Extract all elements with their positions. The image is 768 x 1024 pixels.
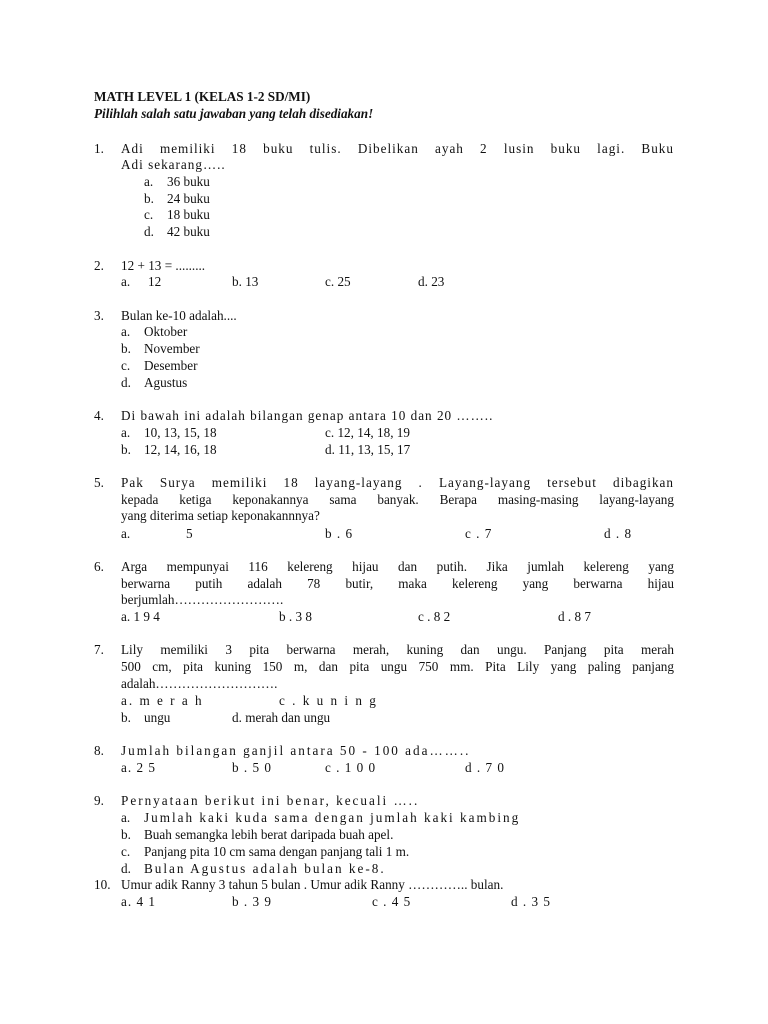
question-text: kepada ketiga keponakannya sama banyak. Berapa masing-masing layang-layang — [121, 492, 674, 507]
option-text: Agustus — [144, 375, 188, 390]
option-letter: a. — [121, 425, 131, 440]
option-letter: b. — [121, 827, 131, 842]
option-text: Jumlah kaki kuda sama dengan jumlah kaki kambing — [144, 810, 521, 825]
option-text: Desember — [144, 358, 198, 373]
option-text: a. 4 1 — [121, 894, 156, 909]
page-title: MATH LEVEL 1 (KELAS 1-2 SD/MI) — [94, 89, 311, 104]
option-letter: a. — [121, 526, 131, 541]
option-text: 5 — [186, 526, 193, 541]
option-text: Panjang pita 10 cm sama dengan panjang tali 1 m. — [144, 844, 410, 859]
question-text: Adi memiliki 18 buku tulis. Dibelikan ayah 2 lusin buku lagi. Buku — [121, 141, 674, 156]
question-text: Jumlah bilangan ganjil antara 50 - 100 ada…….. — [121, 743, 471, 758]
option-text: c . 7 — [465, 526, 493, 541]
question-number: 5. — [94, 475, 104, 490]
question-text: Di bawah ini adalah bilangan genap antara 10 dan 20 …….. — [121, 408, 494, 423]
question-number: 8. — [94, 743, 104, 758]
question-text: Bulan ke-10 adalah.... — [121, 308, 237, 323]
option-text: a. 2 5 — [121, 760, 156, 775]
option-text: a. 1 9 4 — [121, 609, 160, 624]
option-text: November — [144, 341, 200, 356]
option-text: 12, 14, 16, 18 — [144, 442, 217, 457]
option-text: Bulan Agustus adalah bulan ke-8. — [144, 861, 386, 876]
instruction: Pilihlah salah satu jawaban yang telah disediakan! — [94, 106, 374, 121]
option-text: c . 4 5 — [372, 894, 412, 909]
question-text: Pak Surya memiliki 18 layang-layang . Layang-layang tersebut dibagikan — [121, 475, 674, 490]
option-text: 10, 13, 15, 18 — [144, 425, 217, 440]
question-number: 7. — [94, 642, 104, 657]
option-letter: b. — [121, 341, 131, 356]
option-letter: a. — [144, 174, 154, 189]
question-text: Lily memiliki 3 pita berwarna merah, kuning dan ungu. Panjang pita merah — [121, 642, 674, 657]
question-number: 2. — [94, 258, 104, 273]
option-text: 36 buku — [167, 174, 210, 189]
option-letter: b. — [144, 191, 154, 206]
option-text: ungu — [144, 710, 171, 725]
option-text: c . 8 2 — [418, 609, 451, 624]
option-letter: a. — [121, 324, 131, 339]
option-text: b . 3 8 — [279, 609, 312, 624]
option-text: d . 3 5 — [511, 894, 551, 909]
question-text: adalah………………………. — [121, 676, 278, 691]
option-text: d . 8 7 — [558, 609, 591, 624]
option-text: c. 12, 14, 18, 19 — [325, 425, 410, 440]
option-text: d . 7 0 — [465, 760, 505, 775]
question-text: yang diterima setiap keponakannnya? — [121, 508, 320, 523]
question-text: Umur adik Ranny 3 tahun 5 bulan . Umur adik Ranny ………….. bulan. — [121, 877, 504, 892]
question-text: 500 cm, pita kuning 150 m, dan pita ungu 750 mm. Pita Lily yang paling panjang — [121, 659, 674, 674]
option-letter: b. — [121, 710, 131, 725]
option-text: Buah semangka lebih berat daripada buah apel. — [144, 827, 394, 842]
question-text: Adi sekarang….. — [121, 157, 226, 172]
option-letter: a. — [121, 810, 131, 825]
option-text: 12 — [148, 274, 162, 289]
question-number: 1. — [94, 141, 104, 156]
option-letter: c. — [144, 207, 154, 222]
option-text: b . 5 0 — [232, 760, 272, 775]
option-letter: d. — [121, 375, 131, 390]
question-text: Arga mempunyai 116 kelereng hijau dan putih. Jika jumlah kelereng yang — [121, 559, 674, 574]
option-text: c . 1 0 0 — [325, 760, 377, 775]
question-text: berjumlah……………………. — [121, 592, 284, 607]
option-text: b. 13 — [232, 274, 259, 289]
question-text: berwarna putih adalah 78 butir, maka kelereng yang berwarna hijau — [121, 576, 674, 591]
option-text: c. 25 — [325, 274, 351, 289]
option-text: a. m e r a h — [121, 693, 204, 708]
question-text: Pernyataan berikut ini benar, kecuali ….. — [121, 793, 420, 808]
question-number: 4. — [94, 408, 104, 423]
question-number: 10. — [94, 877, 111, 892]
option-text: d. merah dan ungu — [232, 710, 331, 725]
option-letter: d. — [144, 224, 154, 239]
option-text: d. 23 — [418, 274, 445, 289]
option-letter: c. — [121, 358, 131, 373]
question-number: 6. — [94, 559, 104, 574]
option-letter: a. — [121, 274, 131, 289]
question-number: 3. — [94, 308, 104, 323]
option-text: b . 6 — [325, 526, 354, 541]
option-letter: d. — [121, 861, 131, 876]
option-text: c . k u n i n g — [279, 693, 378, 708]
option-text: Oktober — [144, 324, 188, 339]
option-text: 42 buku — [167, 224, 210, 239]
option-text: 24 buku — [167, 191, 210, 206]
question-number: 9. — [94, 793, 104, 808]
question-text: 12 + 13 = ......... — [121, 258, 206, 273]
option-letter: b. — [121, 442, 131, 457]
option-letter: c. — [121, 844, 131, 859]
option-text: d . 8 — [604, 526, 633, 541]
option-text: b . 3 9 — [232, 894, 272, 909]
option-text: d. 11, 13, 15, 17 — [325, 442, 411, 457]
option-text: 18 buku — [167, 207, 210, 222]
